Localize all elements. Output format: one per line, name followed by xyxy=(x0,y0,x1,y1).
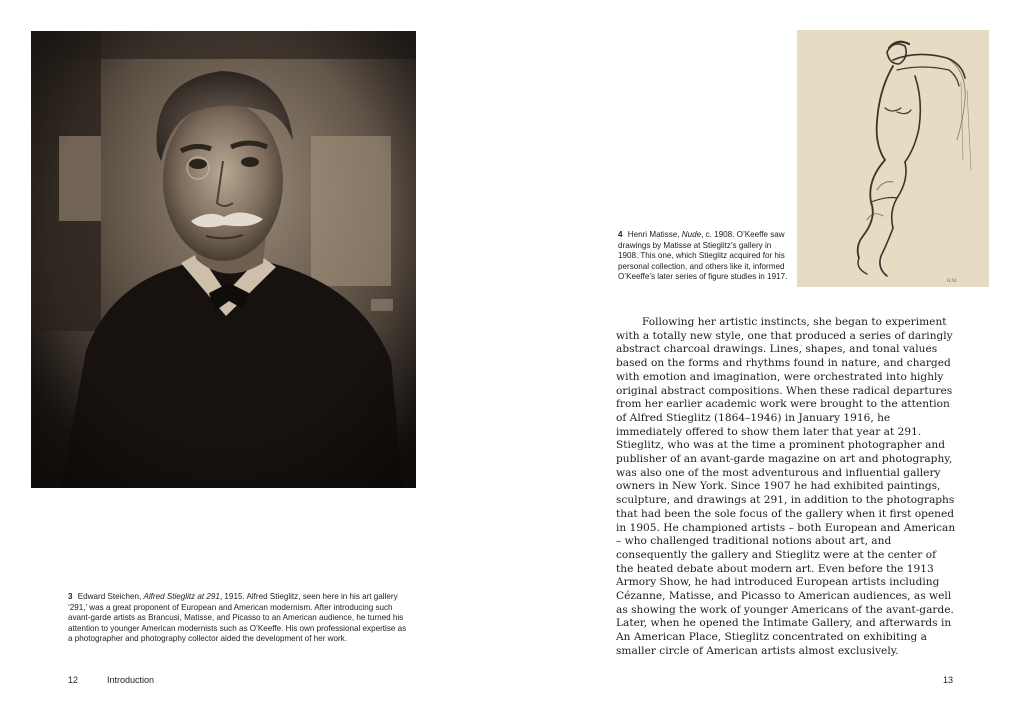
running-head: Introduction xyxy=(107,675,155,685)
page-number: 12 xyxy=(68,675,79,685)
caption-text: Edward Steichen, xyxy=(77,592,144,601)
artwork-title: Alfred Stieglitz at 291 xyxy=(143,592,220,601)
caption-text: , 1915. Alfred Stieglitz, seen here in his art gallery ‘291,’ was a great proponent of European and American modernism. After introducing such avant-garde artists as Brancusi, Matisse, and Picasso to an American audience, he turned his attention to younger American modernists such as O’Keeffe. His own professional expertise as a photographer and photography collector aided the development of her work. xyxy=(68,592,407,644)
artwork-title: Nude xyxy=(681,230,702,239)
page-number: 13 xyxy=(943,675,954,685)
svg-text:H.M.: H.M. xyxy=(947,279,958,284)
right-page xyxy=(510,0,1020,714)
body-paragraph-text: Following her artistic instincts, she began to experiment with a totally new style, one that produced a series of daringly abstract charcoal drawings. Lines, shapes, and tonal values based on the forms and rhythms found in nature, and charged with emotion and imagination, were orchestrated into highly original abstract compositions. When these radical departures from her earlier academic work were brought to the attention of Alfred Stieglitz (1864–1946) in January 1916, he immediately offered to show them later that year at 291. Stieglitz, who was at the time a prominent photographer and publisher of an avant-garde magazine on art and photography, was also one of the most adventurous and influential gallery owners in New York. Since 1907 he had exhibited paintings, sculpture, and drawings at 291, in addition to the photographs that had been the sole focus of the gallery when it first opened in 1905. He championed artists – both European and American – who challenged traditional notions about art, and consequently the gallery and Stieglitz were at the center of the heated debate about modern art. Even before the 1913 Armory Show, he had introduced European artists including Cézanne, Matisse, and Picasso to American audiences, as well as showing the work of younger Americans of the avant-garde. Later, when he opened the Intimate Gallery, and afterwards in An American Place, Stieglitz concentrated on exhibiting a smaller circle of American artists almost exclusively. xyxy=(616,316,956,657)
caption-text: Henri Matisse, xyxy=(627,230,682,239)
figure-4-caption xyxy=(618,230,790,283)
stieglitz-portrait-photo xyxy=(31,31,416,488)
figure-3-caption xyxy=(68,592,408,645)
figure-number: 4 xyxy=(618,230,623,239)
caption-text: , c. 1908. O’Keeffe saw drawings by Matisse at Stieglitz’s gallery in 1908. This one, which Stieglitz acquired for his personal collection, and others like it, informed O’Keeffe’s later series of figure studies in 1917. xyxy=(618,230,788,282)
matisse-nude-drawing xyxy=(797,30,989,287)
figure-number: 3 xyxy=(68,592,73,601)
body-paragraph xyxy=(616,316,956,659)
